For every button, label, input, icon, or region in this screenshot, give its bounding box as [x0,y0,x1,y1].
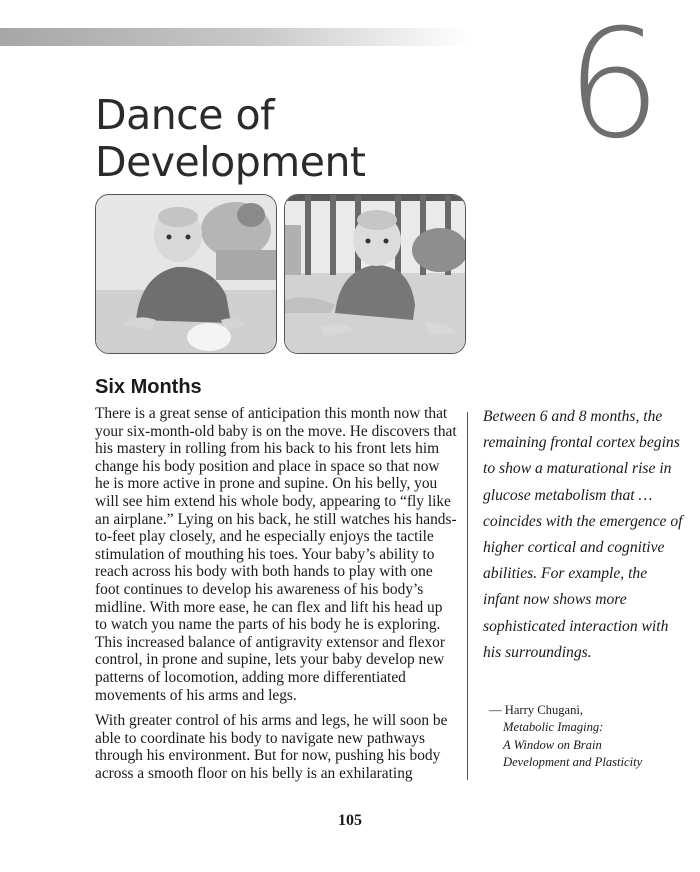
column-divider [467,412,468,780]
quote-attribution [489,702,689,772]
photo-baby-pushing-up [284,194,466,354]
header-gradient-bar [0,28,470,46]
quote-work-line-3: Development and Plasticity [503,755,643,770]
chapter-title-line-2: Development [95,138,366,186]
body-paragraph-1: There is a great sense of anticipation this month now that your six-month-old baby is on the move. He discovers that his mastery in rolling from his back to his front lets him change his body position and place in space so that now he is more active in prone and supine. On his belly, you will see him extend his whole body, appearing to “fly like an airplane.” Lying on his back, he still watches his hands-to-feet play closely, and he especially enjoys the tactile stimulation of mouthing his toes. Your baby’s ability to reach across his body with both hands to play with one foot continues to develop his awareness of his body’s midline. With more ease, he can flex and lift his head up to watch you name the parts of his body he is exploring. This increased balance of antigravity extensor and flexor control, in prone and supine, lets your baby develop new patterns of locomotion, adding more differentiated movements of his arms and legs. [95,405,457,704]
page-number: 105 [338,812,362,829]
quote-work-line-2: A Window on Brain [503,737,602,752]
quote-work-line-1: Metabolic Imaging: [503,720,604,735]
chapter-number: 6 [566,0,662,172]
chapter-title [95,92,366,186]
sidebar-quote: Between 6 and 8 months, the remaining frontal cortex begins to show a maturational rise in glucose metabolism that … coincides with the emergence of higher cortical and cognitive abilities. For example, the infant now shows more sophisticated interaction with his surroundings. [483,408,683,661]
chapter-title-line-1: Dance of [95,91,274,139]
body-paragraph-2: With greater control of his arms and legs, he will soon be able to coordinate his body to navigate new pathways through his environment. But for now, pushing his body across a smooth floor on his belly is an exhilarating [95,712,448,782]
section-heading: Six Months [95,376,202,398]
main-body-text [95,405,457,790]
quote-author: — Harry Chugani, [489,703,584,717]
photo-baby-with-ball [95,194,277,354]
